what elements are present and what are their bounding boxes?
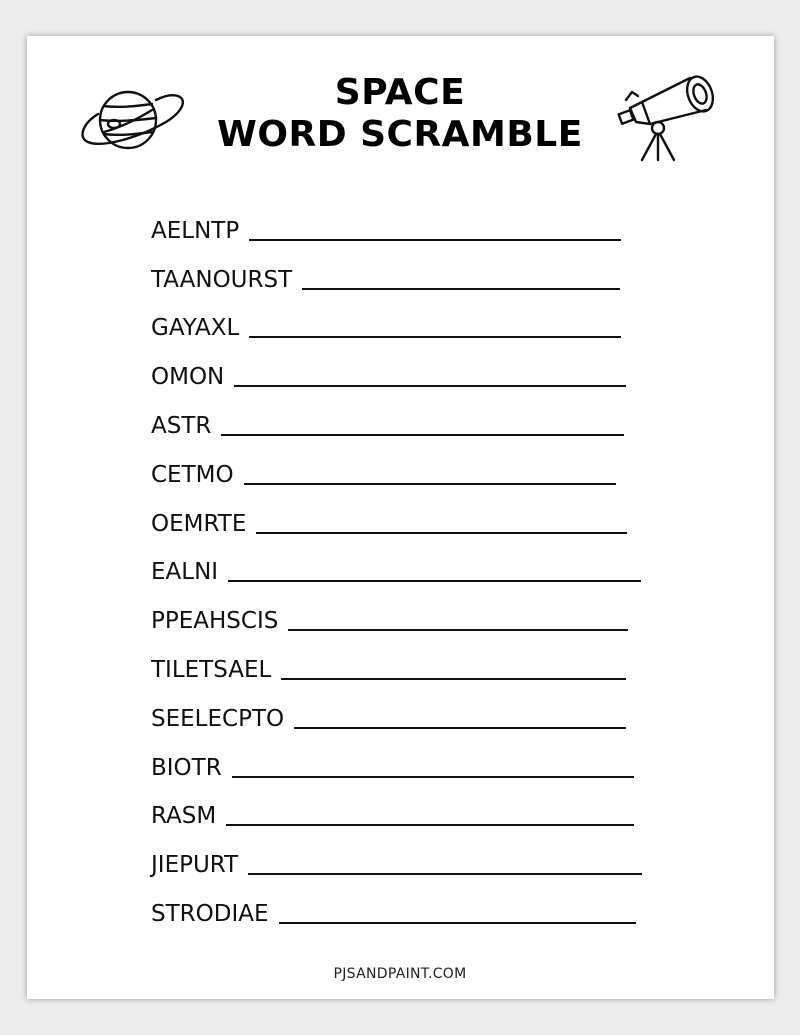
scrambled-word: SEELECPTO	[151, 705, 285, 732]
answer-line[interactable]	[302, 288, 620, 290]
answer-line[interactable]	[249, 239, 621, 241]
answer-line[interactable]	[228, 580, 641, 582]
answer-line[interactable]	[279, 922, 636, 924]
word-row	[151, 196, 651, 245]
word-row	[151, 538, 651, 587]
word-row	[151, 489, 651, 538]
scrambled-word: GAYAXL	[151, 315, 240, 342]
scrambled-word: EALNI	[151, 559, 219, 586]
answer-line[interactable]	[221, 434, 624, 436]
scrambled-word: AELNTP	[151, 217, 240, 244]
word-row	[151, 782, 651, 831]
answer-line[interactable]	[248, 873, 642, 875]
word-row	[151, 342, 651, 391]
answer-line[interactable]	[281, 678, 626, 680]
answer-line[interactable]	[256, 532, 627, 534]
word-row	[151, 440, 651, 489]
answer-line[interactable]	[232, 776, 634, 778]
scrambled-word: ASTR	[151, 412, 212, 439]
worksheet-title	[0, 72, 800, 156]
answer-line[interactable]	[244, 483, 616, 485]
answer-line[interactable]	[288, 629, 628, 631]
scrambled-word: CETMO	[151, 461, 234, 488]
scrambled-word: TAANOURST	[151, 266, 293, 293]
word-row	[151, 391, 651, 440]
answer-line[interactable]	[249, 336, 621, 338]
answer-line[interactable]	[294, 727, 626, 729]
word-row	[151, 733, 651, 782]
word-row	[151, 635, 651, 684]
scrambled-word: BIOTR	[151, 754, 222, 781]
answer-line[interactable]	[226, 824, 634, 826]
scrambled-word: STRODIAE	[151, 900, 269, 927]
footer-website: PJSANDPAINT.COM	[333, 966, 467, 982]
scrambled-word: OMON	[151, 364, 225, 391]
word-row	[151, 684, 651, 733]
word-row	[151, 879, 651, 928]
title-line-1: SPACE	[334, 72, 466, 113]
scrambled-word: TILETSAEL	[151, 656, 272, 683]
word-row	[151, 586, 651, 635]
title-line-2: WORD SCRAMBLE	[217, 114, 583, 155]
scrambled-word: RASM	[151, 803, 217, 830]
scrambled-word: PPEAHSCIS	[151, 608, 279, 635]
scrambled-word: JIEPURT	[151, 852, 239, 879]
scrambled-word: OEMRTE	[151, 510, 247, 537]
answer-line[interactable]	[234, 385, 626, 387]
word-row	[151, 245, 651, 294]
word-row	[151, 294, 651, 343]
word-row	[151, 830, 651, 879]
scrambled-word-list	[151, 196, 651, 928]
